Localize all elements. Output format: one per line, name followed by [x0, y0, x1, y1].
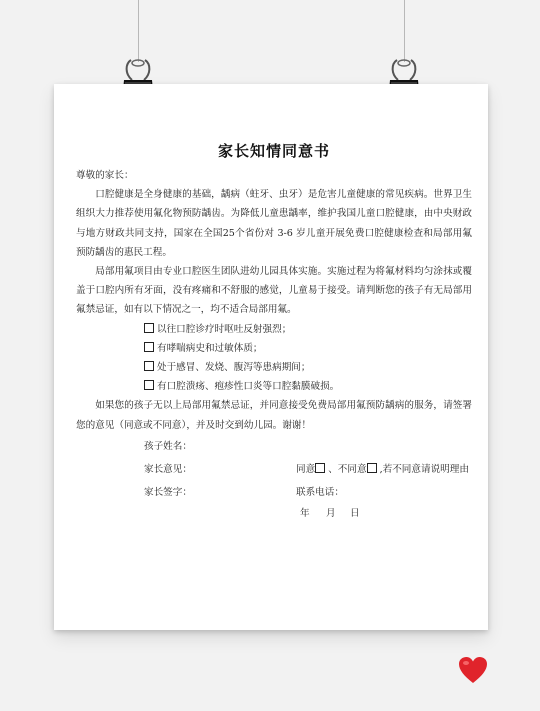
signature-label: 家长签字： [144, 486, 192, 498]
intro-paragraph: 口腔健康是全身健康的基础，龋病（蛀牙、虫牙）是危害儿童健康的常见疾病。世界卫生组织大力推荐使用氟化物预防龋齿。为降低儿童患龋率，维护我国儿童口腔健康，由中央财政与地方财政共同支持，国家在全国25个省份对 3-6 岁儿童开展免费口腔健康检查和局部用氟预防龋齿的惠民工程。 [76, 189, 472, 258]
condition-item: 处于感冒、发烧、腹泻等患病期间； [144, 358, 472, 377]
parent-opinion-label: 家长意见： [144, 463, 192, 475]
opinion-options: 同意 、不同意 ,若不同意请说明理由 [296, 463, 469, 475]
date-month: 月 [326, 507, 336, 519]
date-line [76, 504, 472, 524]
checkbox-icon [144, 361, 154, 371]
salutation: 尊敬的家长： [76, 170, 134, 181]
condition-item: 有口腔溃疡、疱疹性口炎等口腔黏膜破损。 [144, 377, 472, 396]
closing-paragraph: 如果您的孩子无以上局部用氟禁忌证，并同意接受免费局部用氟预防龋病的服务，请签署您的意见（同意或不同意），并及时交到幼儿园。谢谢！ [76, 400, 472, 431]
phone-label: 联系电话： [296, 486, 344, 498]
heart-icon [458, 656, 488, 684]
condition-item: 以往口腔诊疗时呕吐反射强烈； [144, 320, 472, 339]
signature-field [144, 481, 472, 504]
hanging-wire-left [138, 0, 139, 62]
date-year: 年 [300, 507, 310, 519]
parent-opinion-field [144, 458, 472, 481]
child-name-field [144, 435, 472, 458]
document-title: 家长知情同意书 [217, 142, 330, 160]
agree-checkbox-icon [315, 463, 325, 473]
condition-item: 有哮喘病史和过敏体质； [144, 339, 472, 358]
procedure-paragraph: 局部用氟项目由专业口腔医生团队进幼儿园具体实施。实施过程为将氟材料均匀涂抹或覆盖于口腔内所有牙面，没有疼痛和不舒服的感觉，儿童易于接受。请判断您的孩子有无局部用氟禁忌证，如有以下情况之一，均不适合局部用氟。 [76, 266, 472, 316]
hanging-wire-right [404, 0, 405, 62]
disagree-checkbox-icon [367, 463, 377, 473]
checkbox-icon [144, 342, 154, 352]
child-name-label: 孩子姓名： [144, 440, 192, 452]
checkbox-icon [144, 323, 154, 333]
consent-form [76, 140, 472, 524]
checkbox-icon [144, 380, 154, 390]
date-day: 日 [350, 507, 360, 519]
